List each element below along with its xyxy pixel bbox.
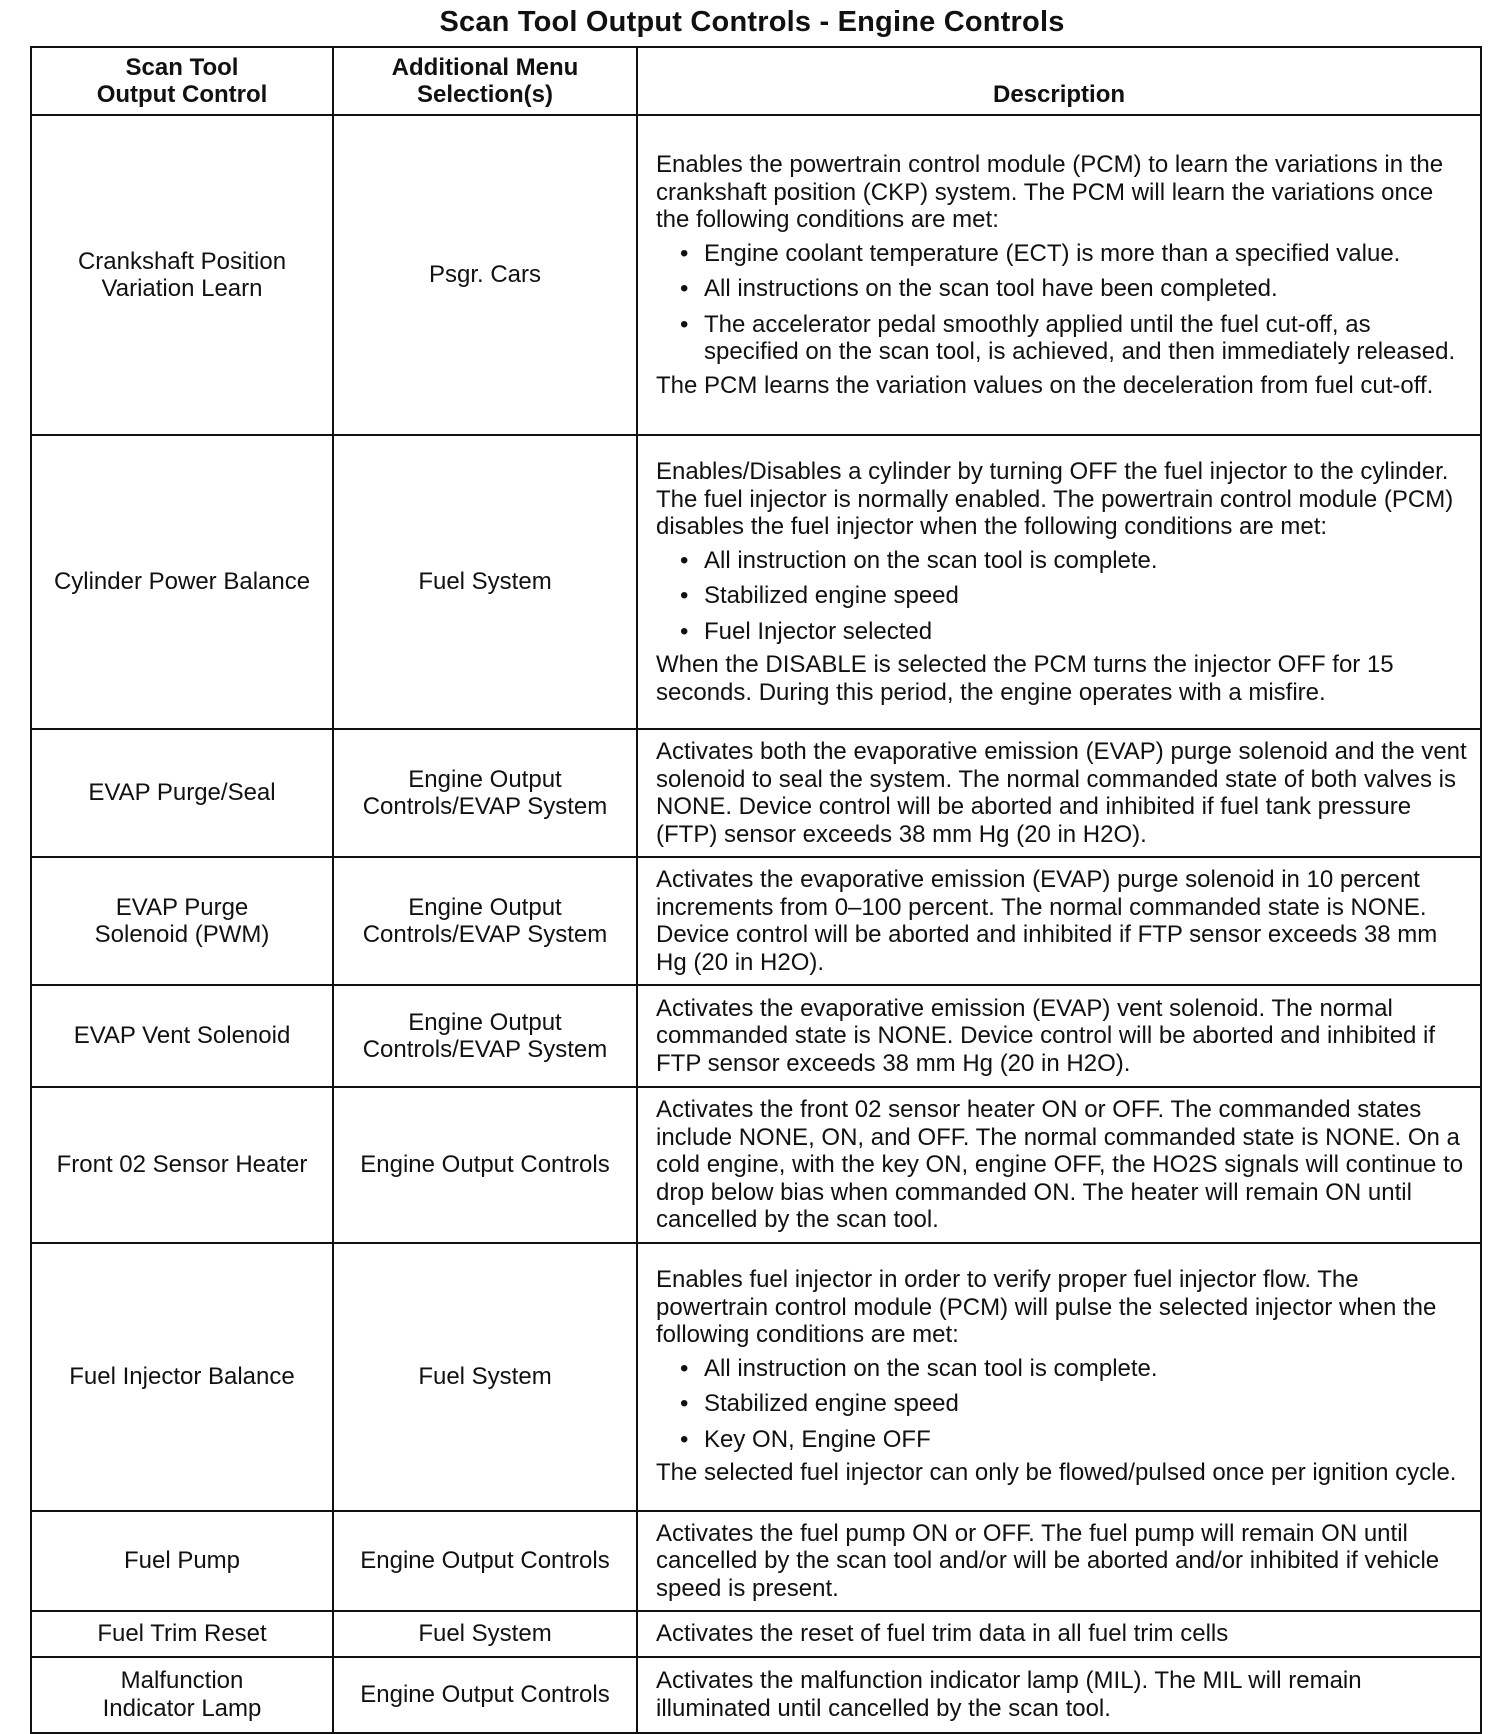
description-note: The PCM learns the variation values on the deceleration from fuel cut-off.	[656, 371, 1434, 399]
page-title: Scan Tool Output Controls - Engine Controls	[439, 6, 1065, 38]
description-text: Activates both the evaporative emission (EVAP) purge solenoid and the vent solenoid to seal the system. The normal commanded state of both valves is NONE. Device control will be aborted and inhibited if fuel tank pressure (FTP) sensor exceeds 38 mm Hg (20 in H2O).	[656, 738, 1467, 848]
menu-selection-cell: Fuel System	[333, 1611, 637, 1657]
output-control-cell: Crankshaft Position Variation Learn	[31, 115, 333, 435]
output-control-cell: EVAP Vent Solenoid	[31, 985, 333, 1087]
table-row	[31, 115, 1481, 435]
description-text: Enables fuel injector in order to verify proper fuel injector flow. The powertrain control module (PCM) will pulse the selected injector when the following conditions are met:	[656, 1266, 1437, 1349]
table-row	[31, 435, 1481, 729]
table-row	[31, 1511, 1481, 1612]
table-row	[31, 857, 1481, 985]
description-text: Activates the reset of fuel trim data in all fuel trim cells	[656, 1620, 1229, 1647]
menu-selection-cell: Engine Output Controls	[333, 1657, 637, 1733]
description-text: Enables the powertrain control module (PCM) to learn the variations in the crankshaft position (CKP) system. The PCM will learn the variations once the following conditions are met:	[656, 151, 1444, 233]
description-cell	[637, 1243, 1481, 1511]
header-row	[31, 47, 1481, 115]
list-item: • All instruction on the scan tool is complete.	[656, 1355, 1470, 1383]
description-cell	[637, 857, 1481, 985]
menu-selection-cell: Engine Output Controls/EVAP System	[333, 985, 637, 1087]
output-control-cell: Cylinder Power Balance	[31, 435, 333, 729]
description-text: Activates the evaporative emission (EVAP) purge solenoid in 10 percent increments from 0–100 percent. The normal commanded state is NONE. Device control will be aborted and inhibited if FTP sensor exceeds 38 mm Hg (20 in H2O).	[656, 866, 1438, 976]
list-item: • The accelerator pedal smoothly applied until the fuel cut-off, as specified on the scan tool, is achieved, and then immediately released.	[656, 311, 1470, 366]
menu-selection-cell: Engine Output Controls	[333, 1087, 637, 1243]
description-cell	[637, 115, 1481, 435]
list-item: • All instructions on the scan tool have been completed.	[656, 275, 1470, 303]
description-note: The selected fuel injector can only be flowed/pulsed once per ignition cycle.	[656, 1459, 1457, 1487]
output-control-cell: Fuel Pump	[31, 1511, 333, 1612]
description-cell	[637, 1087, 1481, 1243]
menu-selection-cell: Fuel System	[333, 435, 637, 729]
table-body	[31, 115, 1481, 1733]
description-cell	[637, 1611, 1481, 1657]
table-row	[31, 1657, 1481, 1733]
description-cell	[637, 1657, 1481, 1733]
menu-selection-cell: Fuel System	[333, 1243, 637, 1511]
menu-selection-cell: Engine Output Controls/EVAP System	[333, 857, 637, 985]
list-item: • Stabilized engine speed	[656, 1390, 1470, 1418]
output-control-cell: EVAP Purge Solenoid (PWM)	[31, 857, 333, 985]
condition-list	[656, 1355, 1470, 1454]
menu-selection-cell: Engine Output Controls/EVAP System	[333, 729, 637, 857]
description-text: Activates the front 02 sensor heater ON or OFF. The commanded states include NONE, ON, and OFF. The normal commanded state is NONE. On a cold engine, with the key ON, engine OFF, the HO2S signals will continue to drop below bias when commanded ON. The heater will remain ON until cancelled by the scan tool.	[656, 1096, 1464, 1233]
description-cell	[637, 729, 1481, 857]
table-row	[31, 1611, 1481, 1657]
table-row	[31, 1243, 1481, 1511]
output-control-cell: Front 02 Sensor Heater	[31, 1087, 333, 1243]
table-row	[31, 729, 1481, 857]
list-item: • Stabilized engine speed	[656, 582, 1470, 610]
output-control-cell: EVAP Purge/Seal	[31, 729, 333, 857]
list-item: • Engine coolant temperature (ECT) is more than a specified value.	[656, 240, 1470, 268]
description-text: Activates the evaporative emission (EVAP) vent solenoid. The normal commanded state is NONE. Device control will be aborted and inhibited if FTP sensor exceeds 38 mm Hg (20 in H2O).	[656, 994, 1436, 1077]
condition-list	[656, 547, 1470, 646]
condition-list	[656, 240, 1470, 366]
table-row	[31, 985, 1481, 1087]
output-control-cell: Malfunction Indicator Lamp	[31, 1657, 333, 1733]
output-controls-table	[30, 46, 1482, 1734]
description-cell	[637, 1511, 1481, 1612]
menu-selection-cell: Engine Output Controls	[333, 1511, 637, 1612]
list-item: • Fuel Injector selected	[656, 618, 1470, 646]
header-menu-selection: Additional Menu Selection(s)	[333, 47, 637, 115]
description-text: Activates the fuel pump ON or OFF. The fuel pump will remain ON until cancelled by the scan tool and/or will be aborted and/or inhibited if vehicle speed is present.	[656, 1519, 1440, 1602]
description-text: Activates the malfunction indicator lamp (MIL). The MIL will remain illuminated until cancelled by the scan tool.	[656, 1667, 1362, 1722]
output-control-cell: Fuel Trim Reset	[31, 1611, 333, 1657]
output-control-cell: Fuel Injector Balance	[31, 1243, 333, 1511]
header-description: Description	[637, 47, 1481, 115]
description-cell	[637, 435, 1481, 729]
header-output-control: Scan Tool Output Control	[31, 47, 333, 115]
list-item: • All instruction on the scan tool is complete.	[656, 547, 1470, 575]
table-row	[31, 1087, 1481, 1243]
description-text: Enables/Disables a cylinder by turning OFF the fuel injector to the cylinder. The fuel injector is normally enabled. The powertrain control module (PCM) disables the fuel injector when the following conditions are met:	[656, 458, 1454, 540]
description-cell	[637, 985, 1481, 1087]
list-item: • Key ON, Engine OFF	[656, 1426, 1470, 1454]
description-note: When the DISABLE is selected the PCM turns the injector OFF for 15 seconds. During this period, the engine operates with a misfire.	[656, 651, 1394, 706]
menu-selection-cell: Psgr. Cars	[333, 115, 637, 435]
